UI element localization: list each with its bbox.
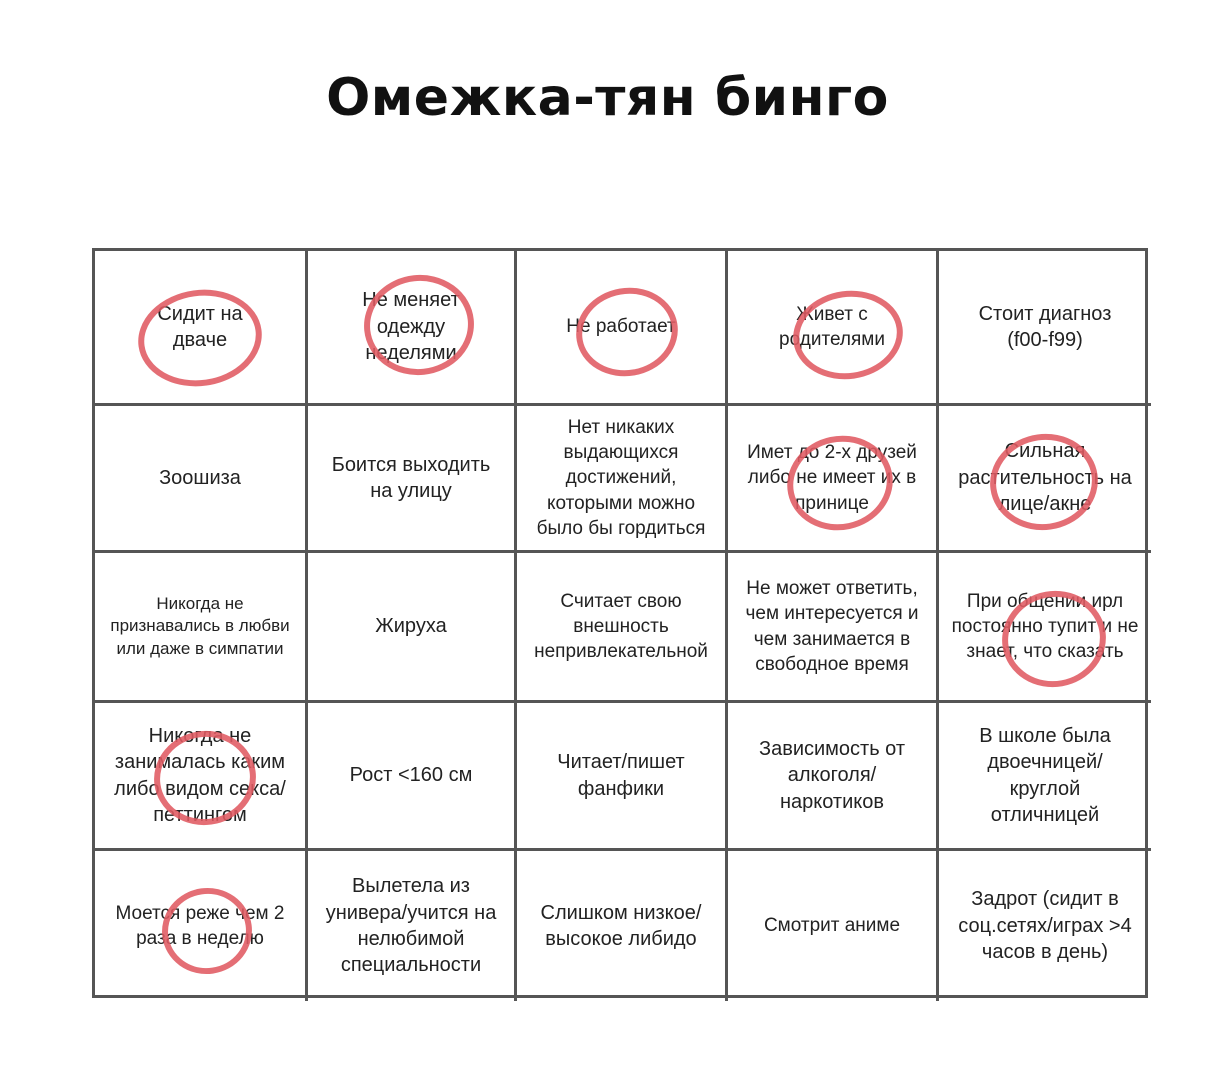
bingo-cell-text: Никогда не занималась каким либо видом секса/петтингом bbox=[114, 724, 286, 826]
bingo-cell[interactable] bbox=[517, 703, 728, 851]
bingo-cell[interactable] bbox=[517, 851, 728, 1001]
bingo-cell-text: Нет никаких выдающихся достижений, которыми можно было бы гордиться bbox=[536, 417, 706, 539]
bingo-cell-text: Считает свою внешность непривлекательной bbox=[534, 590, 708, 663]
bingo-cell[interactable] bbox=[95, 553, 308, 703]
bingo-cell[interactable] bbox=[95, 251, 308, 406]
bingo-cell-text: Вылетела из универа/учится на нелюбимой специальности bbox=[325, 875, 497, 977]
bingo-cell[interactable] bbox=[308, 251, 517, 406]
bingo-cell[interactable] bbox=[728, 406, 939, 553]
bingo-cell-text: Слишком низкое/высокое либидо bbox=[540, 901, 702, 950]
bingo-cell-text: Смотрит аниме bbox=[763, 915, 901, 937]
bingo-cell-text: При общении ирл постоянно тупит и не знает, что сказать bbox=[951, 590, 1139, 663]
bingo-cell[interactable] bbox=[95, 851, 308, 1001]
bingo-cell[interactable] bbox=[939, 251, 1151, 406]
bingo-cell[interactable] bbox=[308, 851, 517, 1001]
bingo-cell-text: Живет с родителями bbox=[779, 303, 885, 350]
bingo-cell[interactable] bbox=[939, 851, 1151, 1001]
bingo-cell[interactable] bbox=[517, 553, 728, 703]
bingo-cell-text: Моется реже чем 2 раза в неделю bbox=[115, 902, 285, 949]
bingo-cell[interactable] bbox=[939, 703, 1151, 851]
bingo-cell[interactable] bbox=[728, 553, 939, 703]
bingo-cell-text: Никогда не признавались в любви или даже в симпатии bbox=[110, 593, 290, 658]
bingo-cell-text: В школе была двоечницей/ круглой отличницей bbox=[979, 724, 1111, 826]
bingo-cell[interactable] bbox=[517, 406, 728, 553]
bingo-cell[interactable] bbox=[939, 553, 1151, 703]
bingo-cell[interactable] bbox=[728, 703, 939, 851]
bingo-cell-text: Не может ответить, чем интересуется и чем занимается в свободное время bbox=[745, 578, 919, 675]
bingo-cell[interactable] bbox=[517, 251, 728, 406]
bingo-cell-text: Зоошиза bbox=[159, 466, 241, 489]
bingo-cell[interactable] bbox=[939, 406, 1151, 553]
bingo-cell-text: Рост <160 см bbox=[349, 764, 473, 787]
bingo-cell-text: Жируха bbox=[375, 615, 447, 638]
bingo-cell-text: Боится выходить на улицу bbox=[331, 453, 491, 502]
bingo-cell-text: Стоит диагноз (f00-f99) bbox=[978, 302, 1112, 351]
bingo-cell[interactable] bbox=[95, 703, 308, 851]
bingo-cell[interactable] bbox=[308, 553, 517, 703]
bingo-cell[interactable] bbox=[728, 851, 939, 1001]
page-title: Омежка-тян бинго bbox=[326, 68, 889, 128]
bingo-cell-text: Имет до 2-х друзей либо не имеет их в принице bbox=[747, 442, 917, 514]
bingo-cell[interactable] bbox=[308, 703, 517, 851]
bingo-cell-text: Задрот (сидит в соц.сетях/играх >4 часов в день) bbox=[958, 888, 1132, 964]
bingo-cell[interactable] bbox=[728, 251, 939, 406]
bingo-cell-text: Зависимость от алкоголя/ наркотиков bbox=[758, 737, 906, 813]
bingo-cell[interactable] bbox=[95, 406, 308, 553]
bingo-cell-text: Не меняет одежду неделями bbox=[362, 289, 460, 365]
bingo-cell-text: Не работает bbox=[566, 316, 676, 338]
bingo-cell[interactable] bbox=[308, 406, 517, 553]
bingo-board bbox=[92, 248, 1148, 998]
bingo-cell-text: Сидит на дваче bbox=[157, 302, 243, 351]
bingo-cell-text: Читает/пишет фанфики bbox=[557, 751, 685, 800]
bingo-cell-text: Сильная растительность на лице/акне bbox=[958, 440, 1132, 516]
